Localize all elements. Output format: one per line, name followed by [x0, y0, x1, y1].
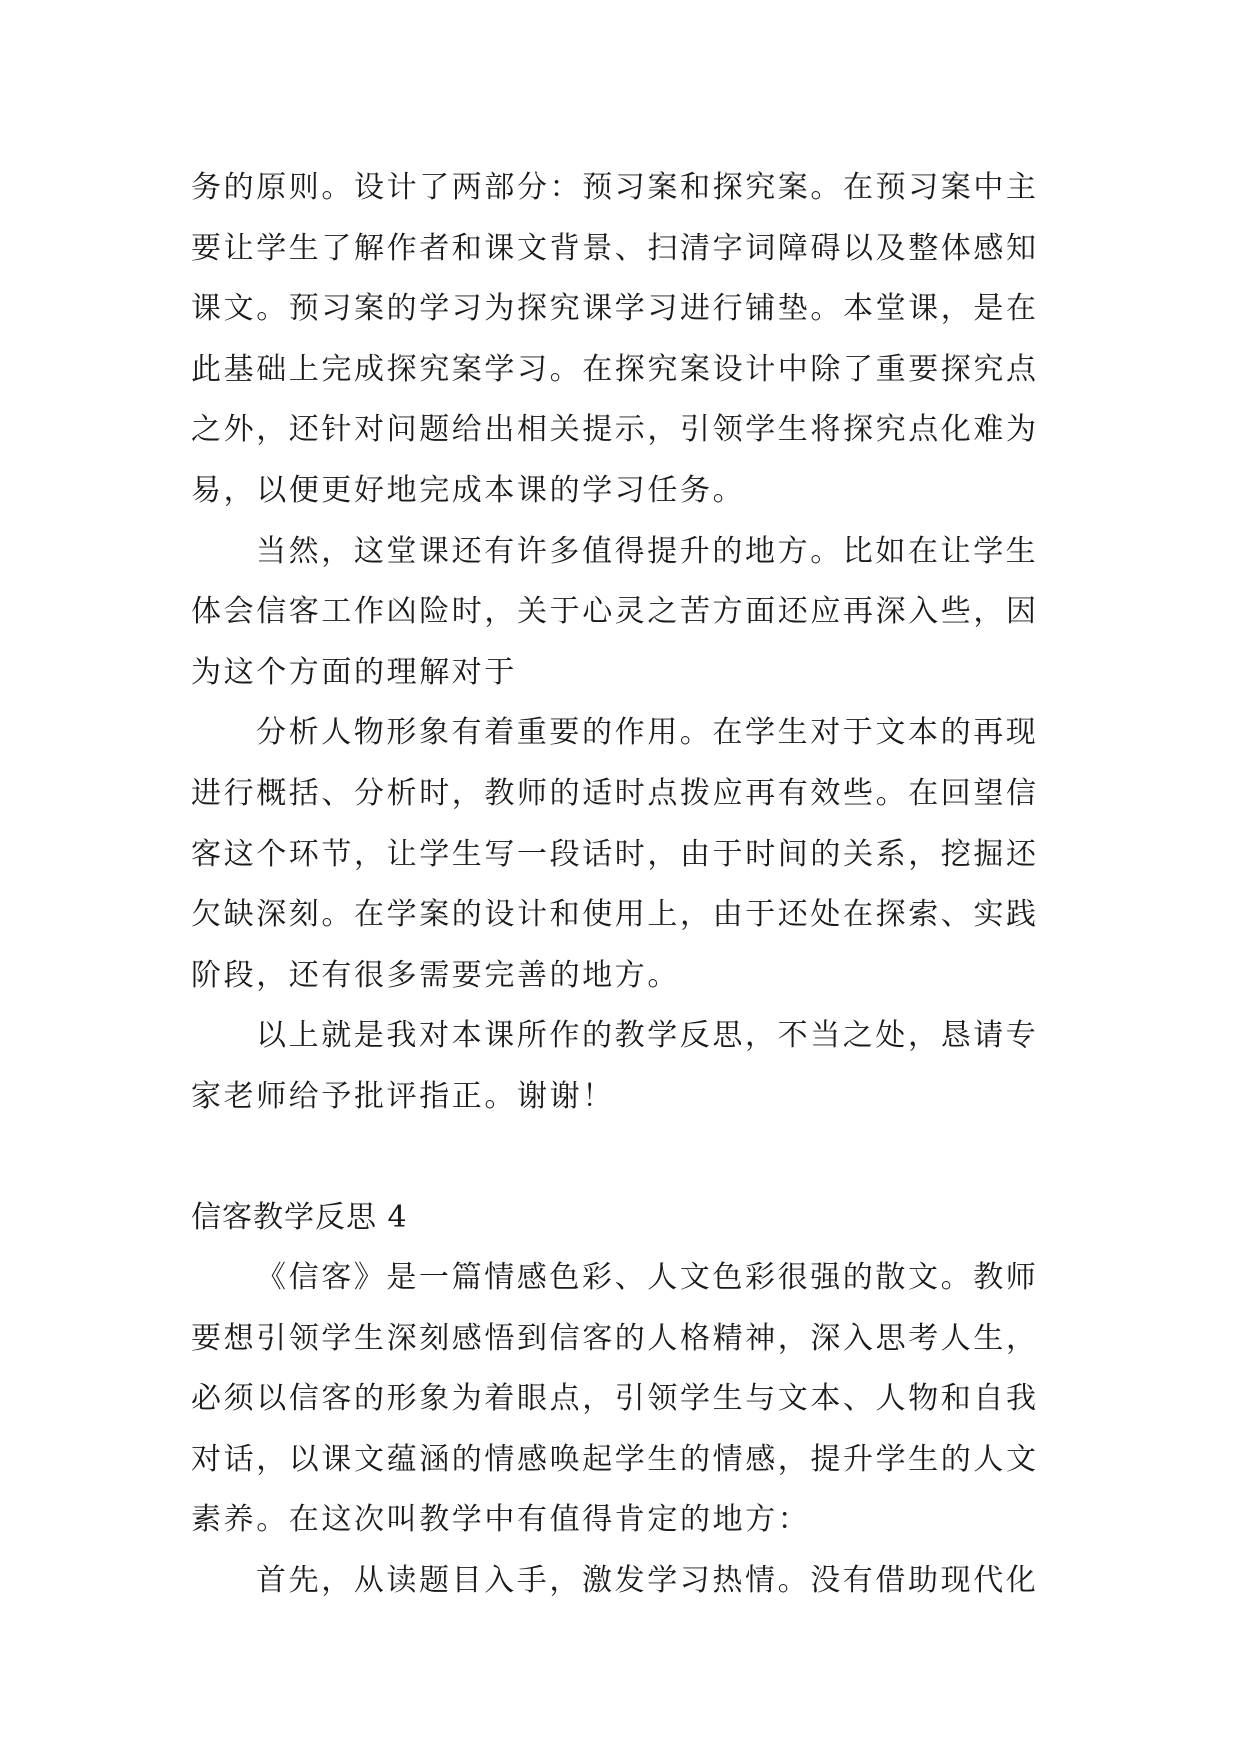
text-line: 务的原则。设计了两部分：预习案和探究案。在预习案中主	[191, 170, 1039, 205]
section-spacer	[191, 1128, 1061, 1188]
text-line: 家老师给予批评指正。谢谢！	[191, 1078, 615, 1114]
paragraph-closing	[191, 1006, 1061, 1127]
section-heading: 信客教学反思 4	[191, 1199, 408, 1235]
text-line: 易，以便更好地完成本课的学习任务。	[191, 472, 746, 508]
paragraph-principles	[191, 158, 1061, 522]
text-line: 《信客》是一篇情感色彩、人文色彩很强的散文。教师	[256, 1260, 1039, 1296]
text-line: 客这个环节，让学生写一段话时，由于时间的关系，挖掘还	[191, 836, 1039, 872]
text-line: 必须以信客的形象为着眼点，引领学生与文本、人物和自我	[191, 1381, 1039, 1417]
paragraph-first-point	[191, 1551, 1061, 1612]
text-line: 以上就是我对本课所作的教学反思，不当之处，恳请专	[256, 1018, 1039, 1054]
text-line: 分析人物形象有着重要的作用。在学生对于文本的再现	[256, 715, 1039, 751]
document-body	[191, 158, 1061, 1612]
text-line: 此基础上完成探究案学习。在探究案设计中除了重要探究点	[191, 351, 1039, 387]
text-line: 阶段，还有很多需要完善的地方。	[191, 957, 680, 993]
paragraph-analysis	[191, 703, 1061, 1006]
text-line: 对话，以课文蕴涵的情感唤起学生的情感，提升学生的人文	[191, 1441, 1039, 1477]
text-line: 首先，从读题目入手，激发学习热情。没有借助现代化	[256, 1563, 1039, 1599]
text-line: 素养。在这次叫教学中有值得肯定的地方：	[191, 1502, 811, 1538]
text-line: 之外，还针对问题给出相关提示，引领学生将探究点化难为	[191, 412, 1039, 448]
paragraph-improvements	[191, 522, 1061, 704]
text-line: 当然，这堂课还有许多值得提升的地方。比如在让学生	[256, 533, 1039, 569]
paragraph-introduction	[191, 1248, 1061, 1551]
text-line: 课文。预习案的学习为探究课学习进行铺垫。本堂课，是在	[191, 291, 1039, 327]
text-line: 欠缺深刻。在学案的设计和使用上，由于还处在探索、实践	[191, 897, 1039, 933]
text-line: 为这个方面的理解对于	[191, 654, 517, 690]
text-line: 要让学生了解作者和课文背景、扫清字词障碍以及整体感知	[191, 230, 1039, 266]
text-line: 体会信客工作凶险时，关于心灵之苦方面还应再深入些，因	[191, 594, 1039, 630]
text-line: 要想引领学生深刻感悟到信客的人格精神，深入思考人生，	[191, 1320, 1039, 1356]
text-line: 进行概括、分析时，教师的适时点拨应再有效些。在回望信	[191, 775, 1039, 811]
